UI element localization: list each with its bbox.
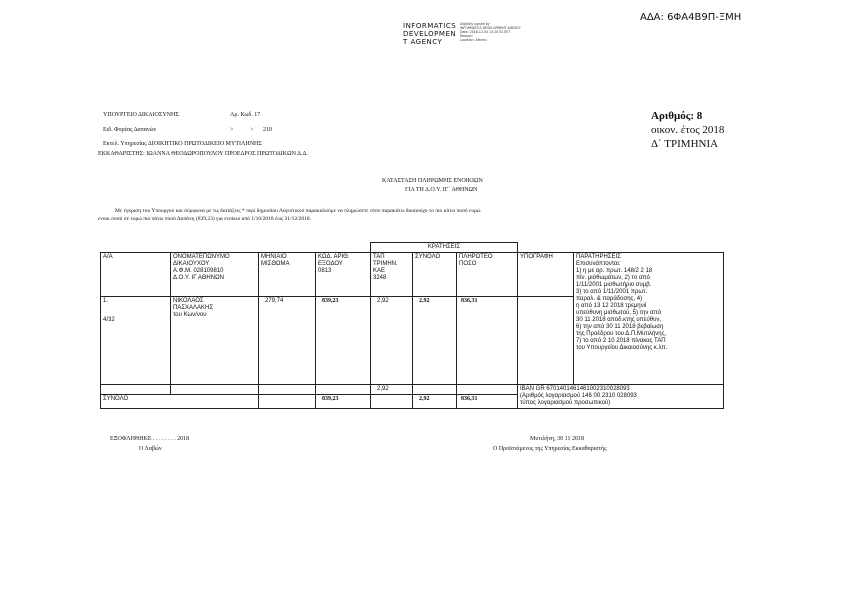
intro-line-1: Με έγκριση του Υπουργού και σύμφωνα με τις διατάξεις * περί δημοσίου Λογιστικού παρακαλούμε να πληρώσετε στον παρακάτω δικαιούχο το πιο κάτω ποσό ευρώ: [115, 208, 481, 214]
ektel-ypiresia: Εκτελ. Υπηρεσίας ΔΙΟΙΚΗΤΙΚΟ ΠΡΩΤΟΔΙΚΕΙΟ ΜΥΤΙΛΗΝΗΣ: [103, 141, 262, 147]
h-kod-line: ΚΩΔ. ΑΡΙΘ.: [318, 254, 350, 260]
sub-tapi-value: 2,92: [377, 386, 389, 392]
h-tapi: [371, 253, 413, 297]
h-onoma-line: Δ.Ο.Υ. ΙΓ ΑΘΗΝΩΝ: [173, 275, 224, 281]
parathrhsh-line: παραλ. & παράδοσης, 4): [576, 296, 643, 302]
parathrhsh-line: της Προέδρου του Δ.Π.Μυτιλήνης,: [576, 331, 667, 337]
sub-cell: [457, 385, 518, 395]
h-plhroteo: [457, 253, 518, 297]
parathrhsh-line: πίν. μισθωμάτων, 2) το από: [576, 275, 650, 281]
parathrhsh-line: 6) την από 30 11 2018 βεβαίωση: [576, 324, 664, 330]
iban-line: τύπος λογαριασμού προσωπικού): [520, 400, 611, 406]
total-label: ΣΥΝΟΛΟ: [101, 395, 259, 409]
iban-line: (Αριθμός λογαριασμού 146 00 2310 028093: [520, 393, 637, 399]
h-aa: Α/Α: [101, 253, 171, 297]
total-synolo: [413, 395, 457, 409]
h-mhniaio-line: ΜΗΝΙΑΙΟ: [261, 254, 287, 260]
h-mhniaio-line: ΜΙΣΘΩΜΑ: [261, 261, 290, 267]
h-onoma-line: Α.Φ.Μ. 028109810: [173, 268, 224, 274]
row-onoma-line: ΠΑΣΧΑΛΑΚΗΣ: [173, 305, 214, 311]
sub-cell: [413, 385, 457, 395]
sub-cell: [101, 385, 171, 395]
sig-line: Reason:: [460, 34, 473, 38]
total-plhroteo-value: 836,31: [461, 396, 478, 403]
row-plhroteo: [457, 297, 518, 385]
row-onoma-line: ΝΙΚΟΛΑΟΣ: [173, 298, 204, 304]
parathrhsh-line: 7) το από 2 10 2018 πίνακας ΤΑΠ: [576, 338, 666, 344]
eid-foreas: Ειδ. Φορέας Δαπανών: [103, 127, 157, 133]
exoflhthike: ΕΞΟΦΛΗΘΗΚΕ . . . . . . . . 2018: [110, 436, 190, 442]
row-aa-num: 1.: [103, 298, 109, 304]
row-mhniaio-value: 279,74: [265, 298, 284, 304]
parathrhsh-line: υπεύθυνη μισθωτού, 5) την από: [576, 310, 661, 316]
row-kod-value: 839,23: [322, 298, 339, 304]
parathrhsh-line: 1) η με αρ. πρωτ. 148/2 2 18: [576, 268, 653, 274]
h-kod-line: ΕΞΟΔΟΥ: [318, 261, 343, 267]
row-synolo-value: 2,92: [419, 298, 430, 304]
h-kod: [316, 253, 371, 297]
h-parathrhseis: ΠΑΡΑΤΗΡΗΣΕΙΣ: [576, 254, 621, 260]
sub-cell: [316, 385, 371, 395]
blank-cell: [316, 243, 371, 253]
h-tapi-line: ΚΑΕ: [373, 268, 386, 274]
row-tapi-value: 2,92: [377, 298, 389, 304]
parathrhsh-line: 3) το από 1/11/2001 πρωτ.: [576, 289, 648, 295]
h-synolo: ΣΥΝΟΛΟ: [413, 253, 457, 297]
payment-table: [100, 242, 724, 409]
ekkatharistis: ΕΚΚΑΘΑΡΙΣΤΗΣ: ΙΩΑΝΝΑ ΘΕΟΔΩΡΟΠΟΥΛΟΥ ΠΡΟΕΔΡΟΣ ΠΡΩΤΟΔΙΚΩΝ Δ.Δ.: [98, 151, 308, 157]
sig-line: Location: Athens: [460, 38, 487, 42]
ar-num: 210: [263, 127, 272, 133]
blank-cell: [101, 243, 171, 253]
row-kod: [316, 297, 371, 385]
parathrhseis-cell: [574, 253, 724, 385]
row-onoma-line: του Κων/νου: [173, 312, 207, 318]
sig-line: Date: 2018.12.04 13:20:52 EET: [460, 30, 511, 34]
o-proistamenos: Ο Προϊστάμενος της Υπηρεσίας Εκκαθαριστής: [493, 446, 607, 452]
trimhnia: Δ΄ ΤΡΙΜΗΝΙΑ: [651, 138, 719, 150]
blank-cell: [574, 243, 724, 253]
total-cell: [259, 395, 316, 409]
row-tapi: [371, 297, 413, 385]
h-mhniaio: [259, 253, 316, 297]
oikon-etos: οικον. έτος 2018: [651, 124, 725, 136]
sub-tapi: [371, 385, 413, 395]
row-mhniaio: [259, 297, 316, 385]
sub-cell: [259, 385, 316, 395]
ar-kod: Αρ. Κωδ. 17: [230, 112, 261, 118]
title-line-2: ΓΙΑ ΤΗ Δ.Ο.Υ. ΙΓ΄ ΑΘΗΝΩΝ: [405, 187, 478, 193]
ar-gt-1: >: [230, 127, 234, 133]
iban-line: IBAN GR 6701401461461002310028093: [520, 386, 630, 392]
agency-logo-text: [403, 22, 456, 46]
h-plhroteo-line: ΠΛΗΡΩΤΕΟ: [459, 254, 493, 260]
h-onoma-line: ΔΙΚΑΙΟΥΧΟΥ: [173, 261, 210, 267]
arithmos: Αριθμός: 8: [651, 110, 703, 122]
total-plhroteo: [457, 395, 518, 409]
h-onoma-line: ΟΝΟΜΑΤΕΠΩΝΥΜΟ: [173, 254, 230, 260]
row-ypografh: [518, 297, 574, 385]
h-plhroteo-line: ΠΟΣΟ: [459, 261, 477, 267]
row-aa-ref: 4/32: [103, 317, 115, 323]
logo-line-2: DEVELOPMEN: [403, 30, 457, 38]
total-synolo-value: 2,92: [419, 396, 430, 403]
iban-cell: [518, 385, 724, 409]
title-line-1: ΚΑΤΑΣΤΑΣΗ ΠΛΗΡΩΜΗΣ ΕΝΟΙΚΙΩΝ: [382, 178, 483, 184]
kratiseis-header: ΚΡΑΤΗΣΕΙΣ: [371, 243, 518, 253]
logo-line-1: INFORMATICS: [403, 22, 457, 30]
h-onoma: [171, 253, 259, 297]
row-synolo: [413, 297, 457, 385]
blank-cell: [518, 243, 574, 253]
ministry-name: ΥΠΟΥΡΓΕΙΟ ΔΙΚΑΙΟΣΥΝΗΣ: [103, 112, 179, 118]
row-onoma: [171, 297, 259, 385]
sub-cell: [171, 385, 259, 395]
total-cell: [371, 395, 413, 409]
row-plhroteo-value: 836,31: [461, 298, 478, 304]
total-kod-value: 839,23: [322, 396, 339, 403]
ar-gt-2: >: [250, 127, 254, 133]
logo-line-3: T AGENCY: [403, 38, 443, 46]
blank-cell: [171, 243, 259, 253]
parathrhsh-line: 1/11/2001 μισθωτήριο συμβ.: [576, 282, 652, 288]
parathrhsh-line: η από 13 12 2018 τρεμηνιί: [576, 303, 647, 309]
parathrhsh-line: του Υπουργείου Δικαιοσύνης κ.λπ.: [576, 345, 668, 351]
h-tapi-line: ΤΑΠ: [373, 254, 385, 260]
date-place: Μυτιλήνη, 30 11 2018: [530, 436, 584, 442]
sig-line: INFORMATICS DEVELOPMENT AGENCY: [460, 26, 521, 30]
blank-cell: [259, 243, 316, 253]
parathrhsh-line: 30 11 2018 αποδ.κτης υπεύθυν,: [576, 317, 662, 323]
h-ypografh: ΥΠΟΓΡΑΦΗ: [518, 253, 574, 297]
intro-line-2: ενοικ.ποσό σε ευρώ πιο πάνω ποσό Δαπάνη (839,23) για ενοίκιο από 1/10/2018 έως 31/12/2018.: [98, 216, 311, 222]
ada-code: ΑΔΑ: 6ΦΑ4Β9Π-ΞΜΗ: [640, 12, 742, 23]
digital-signature-text: [460, 22, 521, 42]
h-tapi-line: ΤΡΙΜΗΝ.: [373, 261, 398, 267]
o-lavon: Ο Λαβών: [139, 446, 162, 452]
total-kod: [316, 395, 371, 409]
row-aa: [101, 297, 171, 385]
parathrhsh-line: Επισυνάπτονται:: [576, 261, 621, 267]
h-tapi-line: 3248: [373, 275, 387, 281]
h-kod-line: 0813: [318, 268, 332, 274]
sig-line: Digitally signed by: [460, 22, 490, 26]
